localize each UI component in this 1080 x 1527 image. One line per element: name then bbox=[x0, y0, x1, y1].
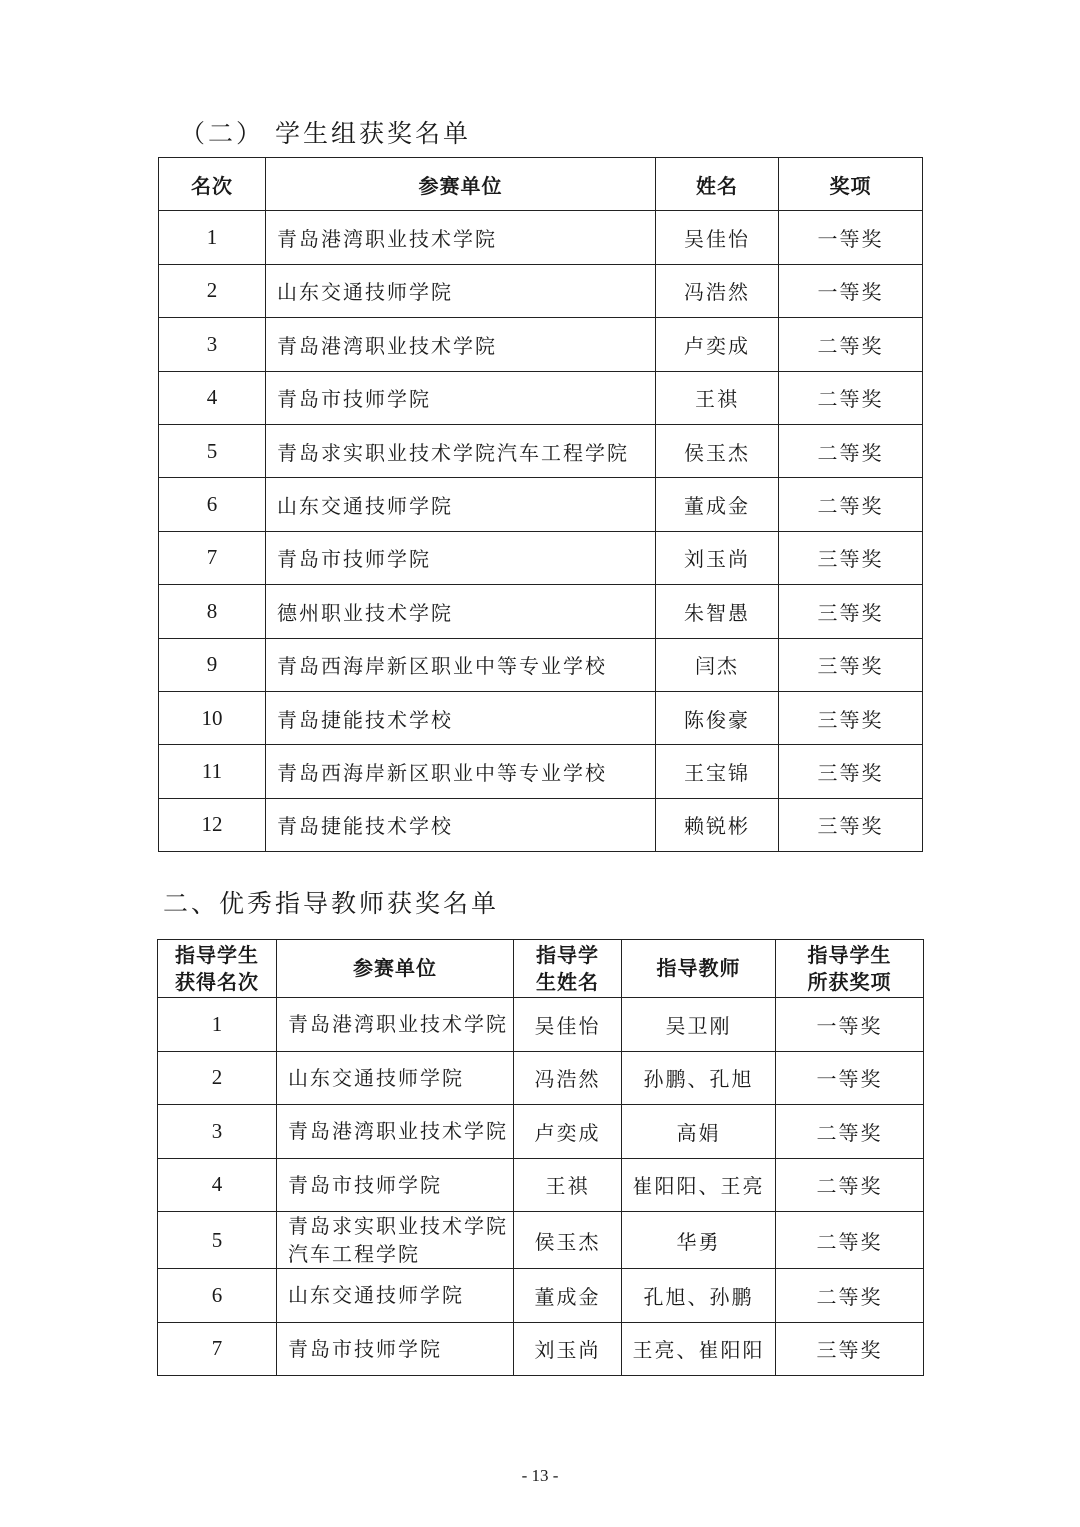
unit-cell bbox=[277, 1158, 514, 1212]
award-cell bbox=[776, 1322, 924, 1376]
student-name-cell bbox=[514, 1212, 622, 1269]
cell-line: 3 bbox=[211, 1118, 223, 1143]
award-cell: 二等奖 bbox=[779, 478, 923, 531]
teacher-cell bbox=[622, 1212, 776, 1269]
table-row bbox=[159, 745, 923, 798]
cell-line: 青岛求实职业技术学院 bbox=[288, 1214, 508, 1238]
unit-cell: 青岛市技师学院 bbox=[266, 531, 656, 584]
cell-line: 二等奖 bbox=[816, 1120, 883, 1145]
student-name-cell: 刘玉尚 bbox=[656, 531, 779, 584]
unit-cell: 青岛西海岸新区职业中等专业学校 bbox=[266, 745, 656, 798]
student-name-cell: 王宝锦 bbox=[656, 745, 779, 798]
award-cell: 二等奖 bbox=[779, 318, 923, 371]
cell-line: 4 bbox=[211, 1172, 223, 1197]
cell-line: 5 bbox=[211, 1227, 223, 1252]
header-award: 奖项 bbox=[779, 158, 923, 211]
cell-line: 青岛市技师学院 bbox=[288, 1336, 442, 1361]
rank-cell bbox=[158, 1269, 277, 1323]
unit-cell: 德州职业技术学院 bbox=[266, 585, 656, 638]
unit-cell bbox=[277, 1322, 514, 1376]
cell-line: 孔旭、孙鹏 bbox=[643, 1284, 754, 1309]
cell-line: 高娟 bbox=[676, 1120, 721, 1145]
award-cell: 三等奖 bbox=[779, 798, 923, 851]
cell-line: 青岛港湾职业技术学院 bbox=[288, 1119, 508, 1144]
student-name-cell: 卢奕成 bbox=[656, 318, 779, 371]
student-name-cell bbox=[514, 1269, 622, 1323]
award-cell: 一等奖 bbox=[779, 264, 923, 317]
award-cell: 三等奖 bbox=[779, 745, 923, 798]
teacher-cell bbox=[622, 1322, 776, 1376]
header-name: 姓名 bbox=[656, 158, 779, 211]
rank-cell: 2 bbox=[159, 264, 266, 317]
award-cell: 三等奖 bbox=[779, 691, 923, 744]
student-name-cell: 闫杰 bbox=[656, 638, 779, 691]
unit-cell bbox=[277, 1051, 514, 1105]
unit-cell: 青岛求实职业技术学院汽车工程学院 bbox=[266, 424, 656, 477]
table-row bbox=[159, 478, 923, 531]
unit-cell bbox=[277, 1105, 514, 1159]
award-cell: 三等奖 bbox=[779, 585, 923, 638]
unit-cell bbox=[277, 1269, 514, 1323]
header-rank bbox=[158, 940, 277, 998]
rank-cell: 4 bbox=[159, 371, 266, 424]
cell-line: 侯玉杰 bbox=[534, 1229, 601, 1254]
teacher-awards-heading: 二、优秀指导教师获奖名单 bbox=[163, 889, 500, 918]
table-row bbox=[158, 1105, 924, 1159]
student-name-cell: 侯玉杰 bbox=[656, 424, 779, 477]
table-row bbox=[158, 1212, 924, 1269]
table-row bbox=[158, 1269, 924, 1323]
rank-cell: 7 bbox=[159, 531, 266, 584]
unit-cell: 青岛捷能技术学校 bbox=[266, 798, 656, 851]
student-name-cell bbox=[514, 1158, 622, 1212]
cell-line: 1 bbox=[211, 1011, 223, 1036]
rank-cell bbox=[158, 1212, 277, 1269]
unit-cell: 青岛捷能技术学校 bbox=[266, 691, 656, 744]
student-name-cell bbox=[514, 1105, 622, 1159]
table-row bbox=[159, 531, 923, 584]
unit-cell: 青岛港湾职业技术学院 bbox=[266, 211, 656, 264]
rank-cell bbox=[158, 998, 277, 1052]
table-row bbox=[159, 424, 923, 477]
teacher-cell bbox=[622, 1158, 776, 1212]
award-cell bbox=[776, 998, 924, 1052]
unit-cell bbox=[277, 1212, 514, 1269]
cell-line: 冯浩然 bbox=[534, 1067, 601, 1092]
teacher-awards-table bbox=[157, 939, 924, 1376]
student-awards-heading: （二） 学生组获奖名单 bbox=[180, 119, 471, 148]
cell-line: 6 bbox=[211, 1282, 223, 1307]
cell-line: 华勇 bbox=[676, 1229, 721, 1254]
table-row bbox=[158, 1051, 924, 1105]
rank-cell bbox=[158, 1322, 277, 1376]
student-name-cell: 冯浩然 bbox=[656, 264, 779, 317]
award-cell: 二等奖 bbox=[779, 371, 923, 424]
table-row bbox=[159, 798, 923, 851]
unit-cell: 青岛西海岸新区职业中等专业学校 bbox=[266, 638, 656, 691]
cell-line: 一等奖 bbox=[816, 1013, 883, 1038]
header-student-name bbox=[514, 940, 622, 998]
rank-cell bbox=[158, 1105, 277, 1159]
header-line: 指导学 bbox=[536, 942, 599, 967]
header-unit: 参赛单位 bbox=[266, 158, 656, 211]
table-row bbox=[159, 691, 923, 744]
cell-line: 一等奖 bbox=[816, 1067, 883, 1092]
header-line: 指导学生 bbox=[807, 942, 892, 967]
unit-cell bbox=[277, 998, 514, 1052]
cell-line: 董成金 bbox=[534, 1284, 601, 1309]
award-cell bbox=[776, 1212, 924, 1269]
student-awards-body bbox=[159, 211, 923, 852]
award-cell: 二等奖 bbox=[779, 424, 923, 477]
teacher-cell bbox=[622, 1105, 776, 1159]
unit-cell: 青岛港湾职业技术学院 bbox=[266, 318, 656, 371]
student-name-cell bbox=[514, 998, 622, 1052]
rank-cell: 10 bbox=[159, 691, 266, 744]
table-row bbox=[159, 638, 923, 691]
cell-line: 汽车工程学院 bbox=[288, 1242, 420, 1266]
rank-cell: 12 bbox=[159, 798, 266, 851]
rank-cell bbox=[158, 1158, 277, 1212]
rank-cell: 1 bbox=[159, 211, 266, 264]
header-line: 所获奖项 bbox=[807, 969, 892, 994]
header-rank: 名次 bbox=[159, 158, 266, 211]
teacher-cell bbox=[622, 1051, 776, 1105]
rank-cell bbox=[158, 1051, 277, 1105]
cell-line: 王祺 bbox=[545, 1174, 590, 1199]
header-award bbox=[776, 940, 924, 998]
teacher-cell bbox=[622, 998, 776, 1052]
header-line: 参赛单位 bbox=[353, 956, 437, 980]
cell-line: 二等奖 bbox=[816, 1174, 883, 1199]
rank-cell: 5 bbox=[159, 424, 266, 477]
table-row bbox=[159, 585, 923, 638]
cell-line: 吴佳怡 bbox=[534, 1013, 601, 1038]
header-line: 获得名次 bbox=[175, 969, 259, 994]
student-name-cell bbox=[514, 1051, 622, 1105]
cell-line: 二等奖 bbox=[816, 1284, 883, 1309]
unit-cell: 山东交通技师学院 bbox=[266, 264, 656, 317]
cell-line: 青岛市技师学院 bbox=[288, 1172, 442, 1197]
table-row bbox=[159, 264, 923, 317]
header-line: 生姓名 bbox=[536, 969, 599, 994]
table-row bbox=[158, 1322, 924, 1376]
table-header-row bbox=[159, 158, 923, 211]
award-cell: 一等奖 bbox=[779, 211, 923, 264]
teacher-cell bbox=[622, 1269, 776, 1323]
table-row bbox=[159, 318, 923, 371]
rank-cell: 9 bbox=[159, 638, 266, 691]
cell-line: 卢奕成 bbox=[534, 1120, 601, 1145]
rank-cell: 3 bbox=[159, 318, 266, 371]
unit-cell: 青岛市技师学院 bbox=[266, 371, 656, 424]
cell-line: 山东交通技师学院 bbox=[288, 1065, 464, 1090]
header-line: 指导学生 bbox=[175, 942, 259, 967]
cell-line: 吴卫刚 bbox=[665, 1013, 732, 1038]
unit-cell: 山东交通技师学院 bbox=[266, 478, 656, 531]
cell-line: 7 bbox=[211, 1336, 223, 1361]
table-row bbox=[158, 1158, 924, 1212]
award-cell bbox=[776, 1105, 924, 1159]
student-name-cell: 陈俊豪 bbox=[656, 691, 779, 744]
award-cell: 三等奖 bbox=[779, 638, 923, 691]
student-name-cell: 董成金 bbox=[656, 478, 779, 531]
table-row bbox=[158, 998, 924, 1052]
header-line: 指导教师 bbox=[656, 956, 741, 980]
cell-line: 山东交通技师学院 bbox=[288, 1283, 464, 1308]
student-name-cell: 赖锐彬 bbox=[656, 798, 779, 851]
header-unit bbox=[277, 940, 514, 998]
cell-line: 崔阳阳、王亮 bbox=[632, 1174, 765, 1199]
student-awards-table bbox=[158, 157, 923, 852]
rank-cell: 8 bbox=[159, 585, 266, 638]
cell-line: 王亮、崔阳阳 bbox=[632, 1338, 765, 1363]
rank-cell: 6 bbox=[159, 478, 266, 531]
cell-line: 二等奖 bbox=[816, 1229, 883, 1254]
cell-line: 刘玉尚 bbox=[534, 1338, 601, 1363]
award-cell bbox=[776, 1051, 924, 1105]
cell-line: 青岛港湾职业技术学院 bbox=[288, 1012, 508, 1037]
table-row bbox=[159, 211, 923, 264]
student-name-cell: 朱智愚 bbox=[656, 585, 779, 638]
student-name-cell: 吴佳怡 bbox=[656, 211, 779, 264]
cell-line: 三等奖 bbox=[816, 1338, 883, 1363]
student-name-cell bbox=[514, 1322, 622, 1376]
award-cell: 三等奖 bbox=[779, 531, 923, 584]
header-teacher bbox=[622, 940, 776, 998]
award-cell bbox=[776, 1269, 924, 1323]
student-name-cell: 王祺 bbox=[656, 371, 779, 424]
cell-line: 2 bbox=[211, 1065, 223, 1090]
table-row bbox=[159, 371, 923, 424]
page-number: - 13 - bbox=[521, 1466, 559, 1485]
teacher-awards-body bbox=[158, 998, 924, 1376]
award-cell bbox=[776, 1158, 924, 1212]
table-header-row bbox=[158, 940, 924, 998]
cell-line: 孙鹏、孔旭 bbox=[643, 1067, 754, 1092]
rank-cell: 11 bbox=[159, 745, 266, 798]
